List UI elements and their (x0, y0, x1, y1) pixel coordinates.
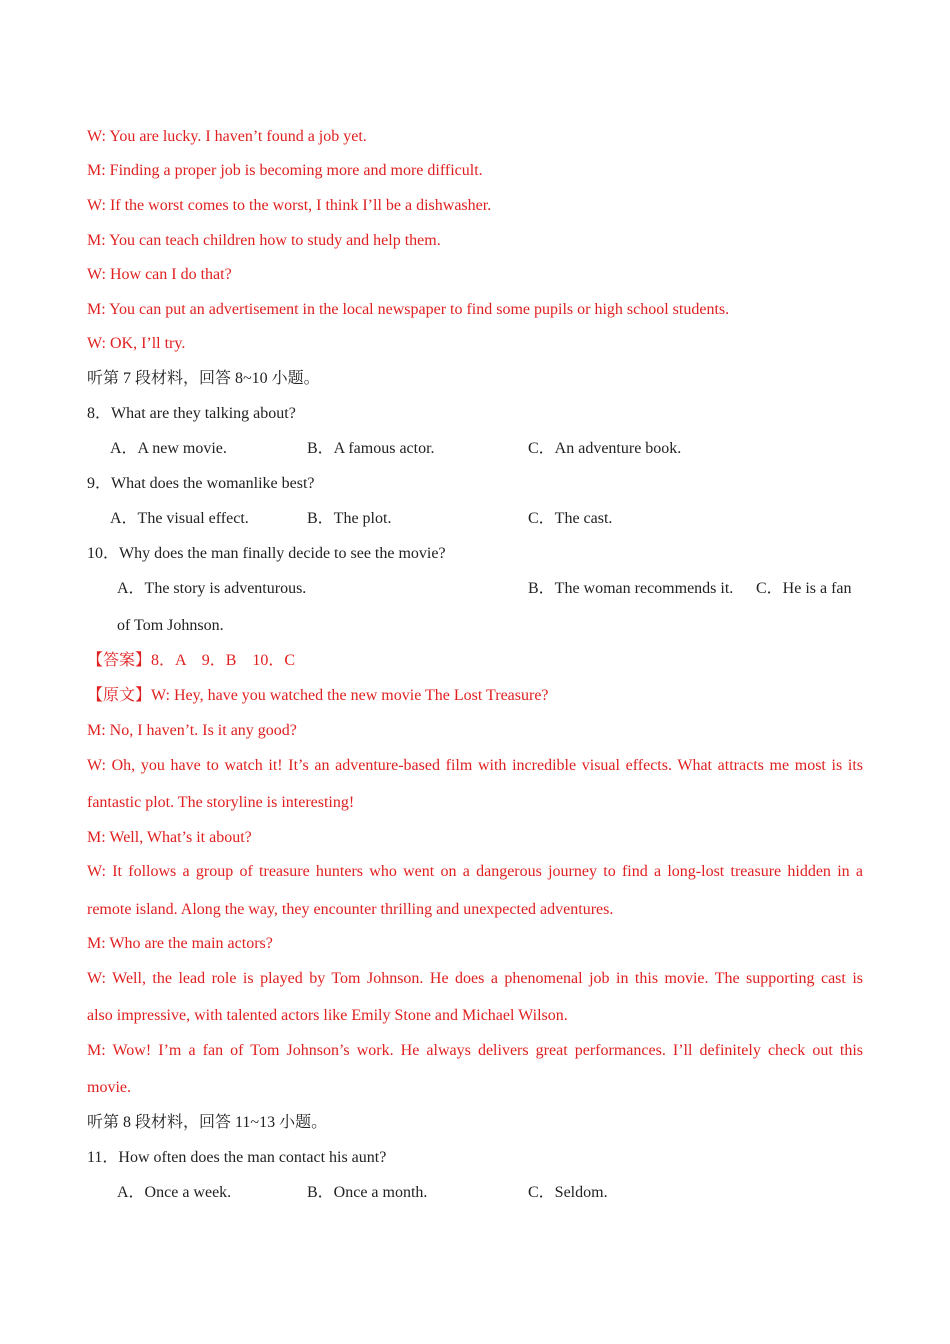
option-c: C．The cast. (528, 510, 613, 527)
transcript-line: M: No, I haven’t. Is it any good? (87, 722, 297, 739)
dialogue-line: M: You can teach children how to study and help them. (87, 232, 441, 249)
dialogue-line: M: Finding a proper job is becoming more and more difficult. (87, 162, 483, 179)
option-a: A．The visual effect. (110, 510, 249, 527)
option-a: A．A new movie. (110, 440, 227, 457)
dialogue-line: W: If the worst comes to the worst, I think I’ll be a dishwasher. (87, 197, 492, 214)
question-stem: 11．How often does the man contact his aunt? (87, 1149, 387, 1166)
transcript-line: fantastic plot. The storyline is interesting! (87, 794, 355, 811)
transcript-line: W: Well, the lead role is played by Tom Johnson. He does a phenomenal job in this movie. The supporting cast is (87, 970, 863, 987)
transcript-line: also impressive, with talented actors like Emily Stone and Michael Wilson. (87, 1007, 568, 1024)
transcript-tag: 【原文】 (87, 687, 152, 704)
option-b: B．The plot. (307, 510, 392, 527)
transcript-line: M: Well, What’s it about? (87, 829, 252, 846)
transcript-line: W: It follows a group of treasure hunters who went on a dangerous journey to find a long-lost treasure hidden in a (87, 863, 863, 880)
dialogue-line: M: You can put an advertisement in the local newspaper to find some pupils or high school students. (87, 301, 730, 318)
option-b: B．Once a month. (307, 1184, 428, 1201)
question-stem: 8．What are they talking about? (87, 405, 296, 422)
dialogue-line: W: You are lucky. I haven’t found a job yet. (87, 128, 367, 145)
answer-text: 8．A 9．B 10．C (151, 652, 296, 669)
dialogue-line: W: How can I do that? (87, 266, 232, 283)
section-intro: 听第 8 段材料，回答 11~13 小题。 (87, 1114, 328, 1131)
transcript-line: W: Oh, you have to watch it! It’s an adventure-based film with incredible visual effects. What attracts me most is its (87, 757, 863, 774)
option-c: C．An adventure book. (528, 440, 682, 457)
option-a: A．The story is adventurous. (117, 580, 307, 597)
transcript-line: movie. (87, 1079, 131, 1096)
option-c-continuation: of Tom Johnson. (117, 617, 224, 634)
option-c: C．He is a fan (756, 580, 852, 597)
question-stem: 9．What does the womanlike best? (87, 475, 315, 492)
answer-tag: 【答案】 (87, 652, 152, 669)
option-b: B．The woman recommends it. (528, 580, 734, 597)
transcript-first-line (87, 686, 549, 706)
option-a: A．Once a week. (117, 1184, 232, 1201)
transcript-line: M: Who are the main actors? (87, 935, 273, 952)
option-c: C．Seldom. (528, 1184, 608, 1201)
section-intro: 听第 7 段材料，回答 8~10 小题。 (87, 370, 320, 387)
transcript-line: remote island. Along the way, they encounter thrilling and unexpected adventures. (87, 901, 614, 918)
question-stem: 10．Why does the man finally decide to see the movie? (87, 545, 446, 562)
answer-line (87, 651, 295, 671)
transcript-text: W: Hey, have you watched the new movie The Lost Treasure? (151, 687, 549, 704)
dialogue-line: W: OK, I’ll try. (87, 335, 186, 352)
transcript-line: M: Wow! I’m a fan of Tom Johnson’s work. He always delivers great performances. I’ll definitely check out this (87, 1042, 863, 1059)
option-b: B．A famous actor. (307, 440, 435, 457)
